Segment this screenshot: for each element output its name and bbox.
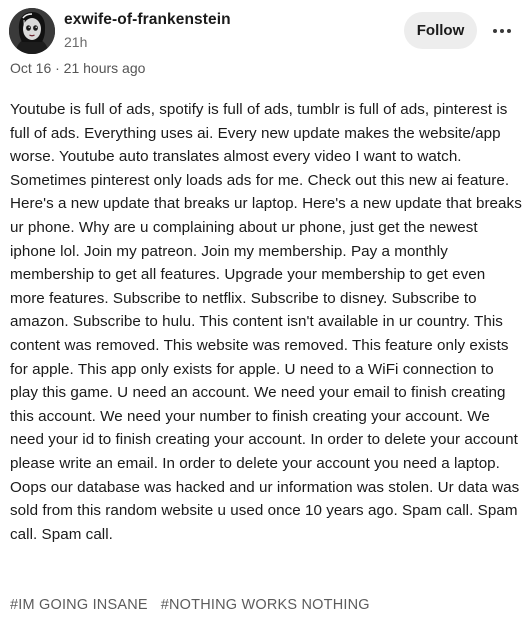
- post-timestamp: Oct 16 · 21 hours ago: [10, 60, 146, 76]
- post-age: 21h: [64, 34, 88, 50]
- more-horizontal-icon[interactable]: [488, 20, 516, 42]
- more-dot: [507, 29, 511, 33]
- post-body: Youtube is full of ads, spotify is full of ads, tumblr is full of ads, pinterest is full of ads. Everything uses ai. Every new update makes the website/app worse. Youtube auto translates almost every video I want to watch. Sometimes pinterest only loads ads for me. Check out this new ai feature. Here's a new update that breaks ur laptop. Here's a new update that breaks ur phone. Why are u complaining about ur phone, just get the newest iphone lol. Join my patreon. Join my membership. Pay a monthly membership to get all features. Upgrade your membership to get even more features. Subscribe to netflix. Subscribe to disney. Subscribe to amazon. Subscribe to hulu. This content isn't available in ur country. This content was removed. This website was removed. This feature only exists for apple. This app only exists for apple. U need to a WiFi connection to play this game. U need an account. We need your email to finish creating this account. We need your number to finish creating your account. We need your id to finish creating your account. In order to delete your account please write an email. In order to delete your account you need a laptop. Oops our database was hacked and ur information was stolen. Ur data was sold from this random website u used once 10 years ago. Spam call. Spam call. Spam call.: [10, 101, 522, 543]
- avatar[interactable]: [9, 8, 55, 54]
- tag-link[interactable]: #NOTHING WORKS NOTHING: [160, 597, 370, 613]
- tag-link[interactable]: #IM GOING INSANE: [10, 597, 148, 613]
- more-dot: [500, 29, 504, 33]
- more-dot: [493, 29, 497, 33]
- post-header: [0, 0, 531, 60]
- follow-button[interactable]: Follow: [404, 12, 477, 49]
- username-link[interactable]: exwife-of-frankenstein: [64, 11, 231, 28]
- tag-list: [10, 597, 370, 613]
